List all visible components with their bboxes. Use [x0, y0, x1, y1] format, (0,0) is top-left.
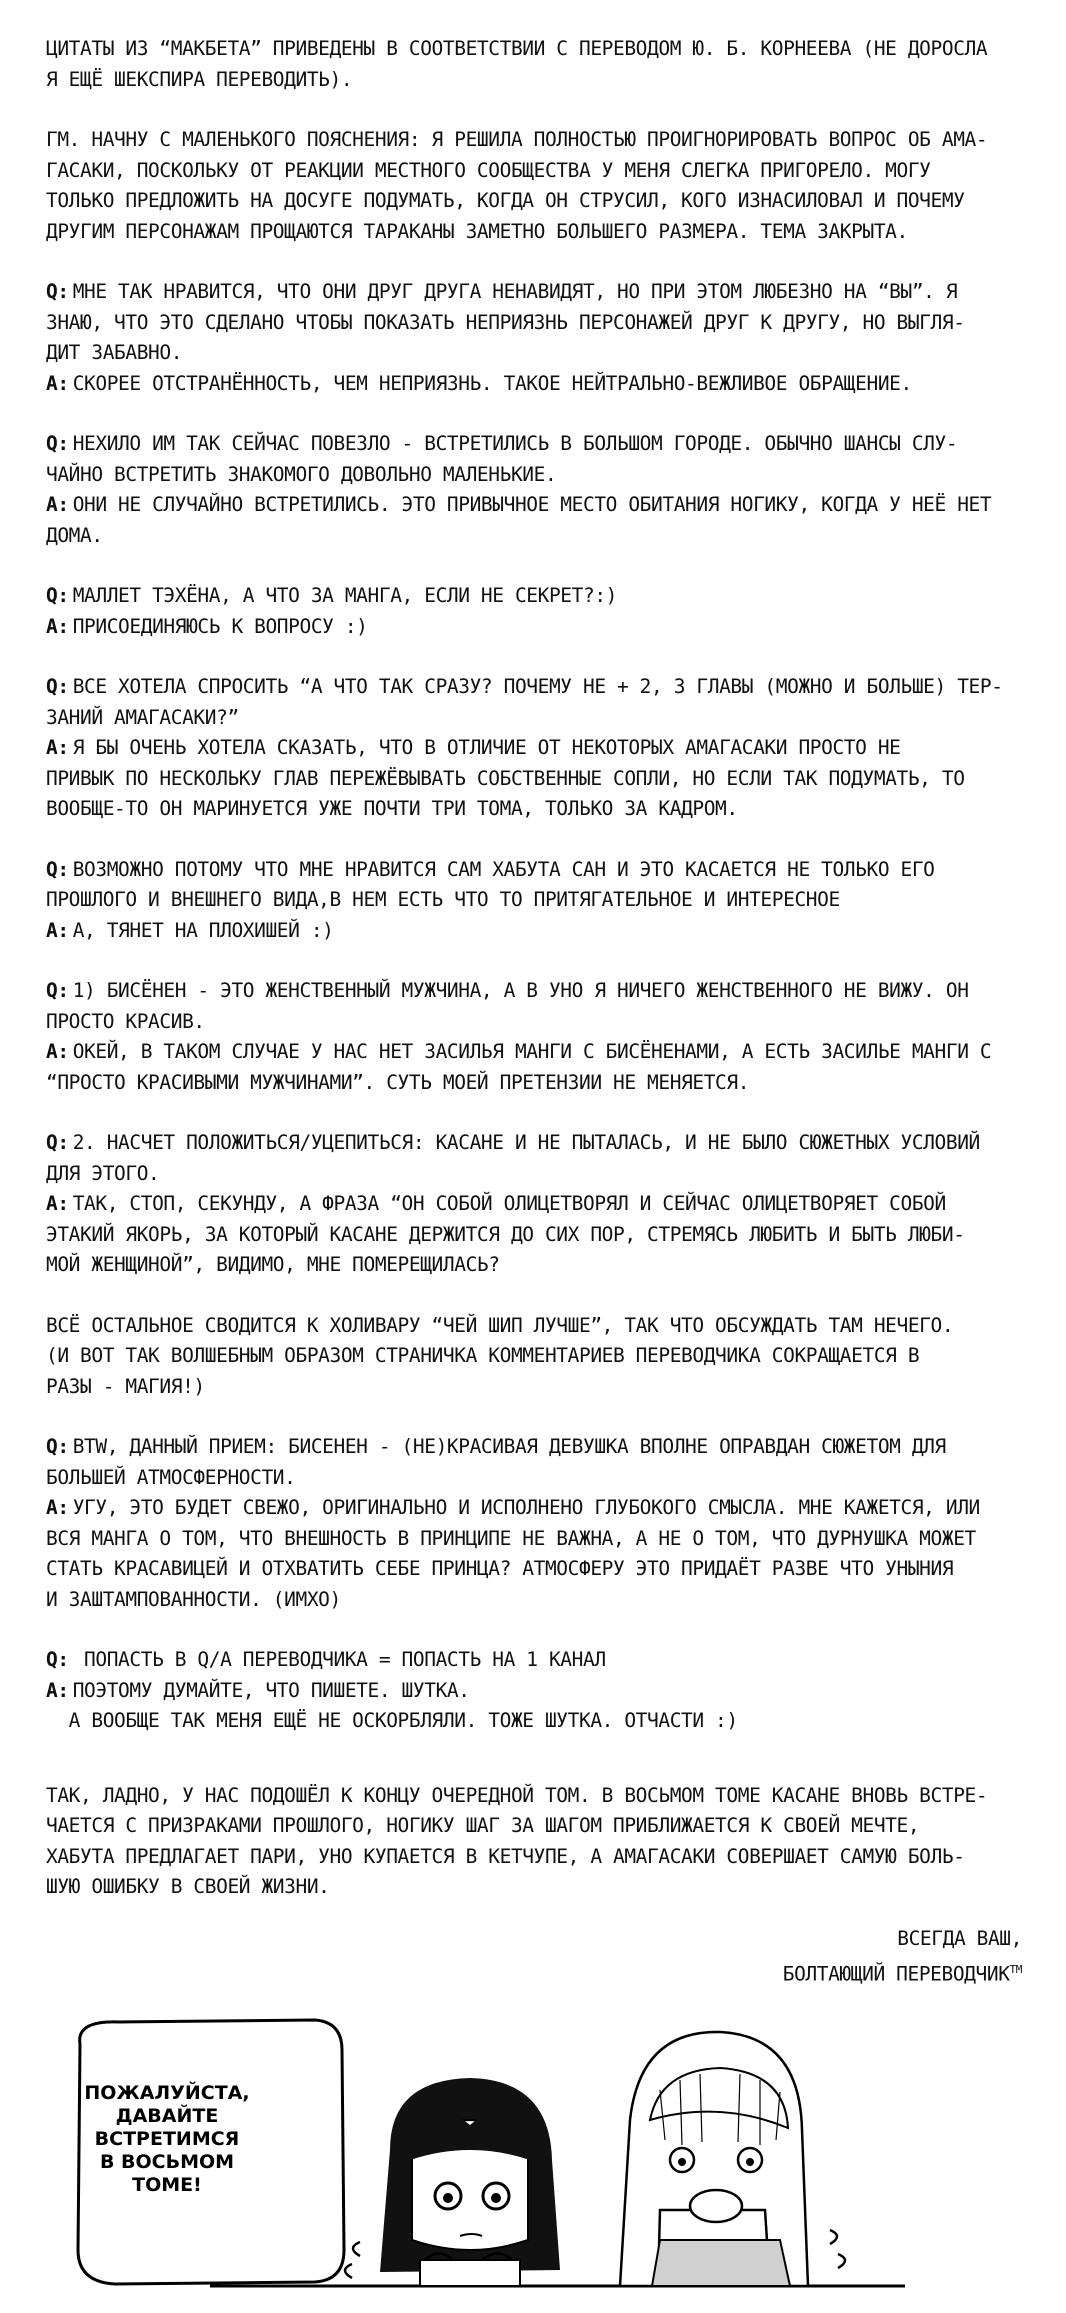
question-label: Q: — [46, 857, 69, 881]
text-line: ТОЛЬКО ПРЕДЛОЖИТЬ НА ДОСУГЕ ПОДУМАТЬ, КОГДА ОН СТРУСИЛ, КОГО ИЗНАСИЛОВАЛ И ПОЧЕМУ — [46, 189, 965, 212]
speech-bubble-line: ПОЖАЛУЙСТА, — [84, 2082, 250, 2104]
qa-block — [46, 277, 1026, 399]
qa-block — [46, 1128, 1026, 1281]
text-line: ТАК, ЛАДНО, У НАС ПОДОШЁЛ К КОНЦУ ОЧЕРЕДНОЙ ТОМ. В ВОСЬМОМ ТОМЕ КАСАНЕ ВНОВЬ ВСТРЕ- — [46, 1783, 988, 1807]
qa-line — [46, 277, 1026, 308]
qa-line — [46, 308, 1026, 339]
qa-line-text: МНЕ ТАК НРАВИТСЯ, ЧТО ОНИ ДРУГ ДРУГА НЕНАВИДЯТ, НО ПРИ ЭТОМ ЛЮБЕЗНО НА “ВЫ”. Я — [72, 280, 958, 303]
qa-line — [46, 672, 1026, 703]
qa-line-text: МОЙ ЖЕНЩИНОЙ”, ВИДИМО, МНЕ ПОМЕРЕЩИЛАСЬ? — [46, 1253, 500, 1276]
qa-block — [46, 581, 1026, 642]
qa-block — [46, 1432, 1026, 1615]
text-paragraph — [46, 1781, 1026, 1903]
qa-line — [46, 703, 1026, 734]
qa-line — [46, 490, 1026, 521]
qa-line-text: 2. НАСЧЕТ ПОЛОЖИТЬСЯ/УЦЕПИТЬСЯ: КАСАНЕ И НЕ ПЫТАЛАСЬ, И НЕ БЫЛО СЮЖЕТНЫХ УСЛОВИЙ — [72, 1131, 980, 1154]
text-line: ЧАЕТСЯ С ПРИЗРАКАМИ ПРОШЛОГО, НОГИКУ ШАГ ЗА ШАГОМ ПРИБЛИЖАЕТСЯ К СВОЕЙ МЕЧТЕ, — [46, 1814, 920, 1837]
qa-line-text: ДИТ ЗАБАВНО. — [46, 341, 183, 364]
qa-block — [46, 1645, 1026, 1737]
qa-line-text: ВСЕ ХОТЕЛА СПРОСИТЬ “А ЧТО ТАК СРАЗУ? ПОЧЕМУ НЕ + 2, 3 ГЛАВЫ (МОЖНО И БОЛЬШЕ) ТЕР- — [72, 675, 1003, 698]
question-label: Q: — [46, 1131, 69, 1154]
dark-haired-girl — [345, 2078, 560, 2286]
qa-line-text: НЕХИЛО ИМ ТАК СЕЙЧАС ПОВЕЗЛО - ВСТРЕТИЛИСЬ В БОЛЬШОМ ГОРОДЕ. ОБЫЧНО ШАНСЫ СЛУ- — [72, 432, 958, 455]
text-line: ДРУГИМ ПЕРСОНАЖАМ ПРОЩАЮТСЯ ТАРАКАНЫ ЗАМЕТНО БОЛЬШЕГО РАЗМЕРА. ТЕМА ЗАКРЫТА. — [46, 219, 908, 243]
text-line: ВСЁ ОСТАЛЬНОЕ СВОДИТСЯ К ХОЛИВАРУ “ЧЕЙ ШИП ЛУЧШЕ”, ТАК ЧТО ОБСУЖДАТЬ ТАМ НЕЧЕГО. — [46, 1313, 954, 1337]
qa-line-text: УГУ, ЭТО БУДЕТ СВЕЖО, ОРИГИНАЛЬНО И ИСПОЛНЕНО ГЛУБОКОГО СМЫСЛА. МНЕ КАЖЕТСЯ, ИЛИ — [72, 1496, 980, 1519]
answer-label: A: — [46, 1496, 69, 1519]
question-label: Q: — [46, 584, 69, 607]
speech-bubble-text — [82, 2082, 252, 2197]
signature-name: БОЛТАЮЩИЙ ПЕРЕВОДЧИК — [782, 1962, 1010, 1985]
qa-line — [46, 1250, 1026, 1281]
qa-line-text: “ПРОСТО КРАСИВЫМИ МУЖЧИНАМИ”. СУТЬ МОЕЙ ПРЕТЕНЗИИ НЕ МЕНЯЕТСЯ. — [46, 1070, 750, 1094]
qa-block — [46, 855, 1026, 947]
qa-line-text: ПРОШЛОГО И ВНЕШНЕГО ВИДА,В НЕМ ЕСТЬ ЧТО ТО ПРИТЯГАТЕЛЬНОЕ И ИНТЕРЕСНОЕ — [46, 888, 840, 911]
answer-label: A: — [46, 1040, 69, 1063]
qa-line-text: ОКЕЙ, В ТАКОМ СЛУЧАЕ У НАС НЕТ ЗАСИЛЬЯ МАНГИ С БИСЁНЕНАМИ, А ЕСТЬ ЗАСИЛЬЕ МАНГИ С — [72, 1040, 992, 1063]
speech-bubble-line: В ВОСЬМОМ — [99, 2151, 235, 2173]
answer-label: A: — [46, 1192, 69, 1215]
qa-line — [46, 581, 1026, 612]
qa-line — [46, 429, 1026, 460]
text-paragraph — [46, 34, 1026, 95]
qa-line — [46, 1554, 1026, 1585]
question-label: Q: — [46, 675, 69, 698]
qa-line-text: ВСЯ МАНГА О ТОМ, ЧТО ВНЕШНОСТЬ В ПРИНЦИПЕ НЕ ВАЖНА, А НЕ О ТОМ, ЧТО ДУРНУШКА МОЖЕТ — [46, 1526, 976, 1550]
qa-line — [46, 1524, 1026, 1555]
qa-line-text: А ВООБЩЕ ТАК МЕНЯ ЕЩЁ НЕ ОСКОРБЛЯЛИ. ТОЖЕ ШУТКА. ОТЧАСТИ :) — [46, 1709, 738, 1732]
qa-line — [46, 460, 1026, 491]
qa-line-text: ВОЗМОЖНО ПОТОМУ ЧТО МНЕ НРАВИТСЯ САМ ХАБУТА САН И ЭТО КАСАЕТСЯ НЕ ТОЛЬКО ЕГО — [72, 857, 935, 881]
text-line: Я ЕЩЁ ШЕКСПИРА ПЕРЕВОДИТЬ). — [46, 67, 353, 91]
qa-line — [46, 916, 1026, 947]
qa-line-text: А, ТЯНЕТ НА ПЛОХИШЕЙ :) — [72, 918, 334, 942]
qa-line — [46, 521, 1026, 552]
qa-line-text: ТАК, СТОП, СЕКУНДУ, А ФРАЗА “ОН СОБОЙ ОЛИЦЕТВОРЯЛ И СЕЙЧАС ОЛИЦЕТВОРЯЕТ СОБОЙ — [72, 1192, 946, 1215]
qa-line-text: СКОРЕЕ ОТСТРАНЁННОСТЬ, ЧЕМ НЕПРИЯЗНЬ. ТАКОЕ НЕЙТРАЛЬНО-ВЕЖЛИВОЕ ОБРАЩЕНИЕ. — [72, 371, 912, 395]
text-line: РАЗЫ - МАГИЯ!) — [46, 1374, 205, 1398]
answer-label: A: — [46, 918, 69, 942]
notes-text-column — [46, 34, 1026, 1933]
qa-line-text: ЭТАКИЙ ЯКОРЬ, ЗА КОТОРЫЙ КАСАНЕ ДЕРЖИТСЯ ДО СИХ ПОР, СТРЕМЯСЬ ЛЮБИТЬ И БЫТЬ ЛЮБИ- — [46, 1222, 965, 1246]
qa-line — [46, 612, 1026, 643]
speech-bubble-line: ТОМЕ! — [132, 2174, 202, 2196]
question-label: Q: — [46, 1435, 69, 1458]
qa-line-text: ЧАЙНО ВСТРЕТИТЬ ЗНАКОМОГО ДОВОЛЬНО МАЛЕНЬКИЕ. — [46, 462, 557, 486]
qa-line — [46, 1159, 1026, 1190]
qa-line — [46, 764, 1026, 795]
answer-label: A: — [46, 736, 69, 759]
qa-block — [46, 429, 1026, 551]
light-haired-girl — [620, 2032, 845, 2286]
qa-line — [46, 794, 1026, 825]
question-label: Q: — [46, 1648, 69, 1671]
answer-label: A: — [46, 493, 69, 516]
qa-line-text: Я БЫ ОЧЕНЬ ХОТЕЛА СКАЗАТЬ, ЧТО В ОТЛИЧИЕ ОТ НЕКОТОРЫХ АМАГАСАКИ ПРОСТО НЕ — [72, 736, 901, 759]
qa-line-text: 1) БИСЁНЕН - ЭТО ЖЕНСТВЕННЫЙ МУЖЧИНА, А В УНО Я НИЧЕГО ЖЕНСТВЕННОГО НЕ ВИЖУ. ОН — [72, 979, 969, 1002]
qa-line — [46, 885, 1026, 916]
qa-line — [46, 976, 1026, 1007]
qa-line — [46, 733, 1026, 764]
qa-line — [46, 1706, 1026, 1737]
qa-block — [46, 976, 1026, 1098]
qa-line — [46, 1037, 1026, 1068]
qa-line-text: BTW, ДАННЫЙ ПРИЕМ: БИСЕНЕН - (НЕ)КРАСИВАЯ ДЕВУШКА ВПОЛНЕ ОПРАВДАН СЮЖЕТОМ ДЛЯ — [72, 1435, 946, 1458]
qa-line-text: ВООБЩЕ-ТО ОН МАРИНУЕТСЯ УЖЕ ПОЧТИ ТРИ ТОМА, ТОЛЬКО ЗА КАДРОМ. — [46, 797, 738, 820]
text-paragraph — [46, 125, 1026, 247]
qa-line — [46, 1493, 1026, 1524]
signature-line-1: ВСЕГДА ВАШ, — [897, 1927, 1022, 1950]
qa-line — [46, 1128, 1026, 1159]
qa-line-text: ЗНАЮ, ЧТО ЭТО СДЕЛАНО ЧТОБЫ ПОКАЗАТЬ НЕПРИЯЗНЬ ПЕРСОНАЖЕЙ ДРУГ К ДРУГУ, НО ВЫГЛЯ- — [46, 310, 965, 334]
qa-line-text: ЗАНИЙ АМАГАСАКИ?” — [46, 705, 239, 729]
qa-line-text: СТАТЬ КРАСАВИЦЕЙ И ОТХВАТИТЬ СЕБЕ ПРИНЦА? АТМОСФЕРУ ЭТО ПРИДАЁТ РАЗВЕ ЧТО УНЫНИЯ — [46, 1557, 954, 1580]
speech-bubble-line: ДАВАЙТЕ — [115, 2105, 219, 2127]
qa-line — [46, 1676, 1026, 1707]
text-line: ХАБУТА ПРЕДЛАГАЕТ ПАРИ, УНО КУПАЕТСЯ В КЕТЧУПЕ, А АМАГАСАКИ СОВЕРШАЕТ САМУЮ БОЛЬ- — [46, 1844, 965, 1868]
question-label: Q: — [46, 280, 69, 303]
qa-line-text: МАЛЛЕТ ТЭХЁНА, А ЧТО ЗА МАНГА, ЕСЛИ НЕ СЕКРЕТ?:) — [72, 584, 618, 607]
qa-line — [46, 1220, 1026, 1251]
qa-line — [46, 1645, 1026, 1676]
text-line: ГАСАКИ, ПОСКОЛЬКУ ОТ РЕАКЦИИ МЕСТНОГО СООБЩЕСТВА У МЕНЯ СЛЕГКА ПРИГОРЕЛО. МОГУ — [46, 158, 931, 182]
qa-line-text: БОЛЬШЕЙ АТМОСФЕРНОСТИ. — [46, 1465, 296, 1489]
qa-line-text: ДОМА. — [46, 523, 103, 547]
signature-line-2 — [783, 1955, 1022, 1990]
qa-line — [46, 1007, 1026, 1038]
text-line: (И ВОТ ТАК ВОЛШЕБНЫМ ОБРАЗОМ СТРАНИЧКА КОММЕНТАРИЕВ ПЕРЕВОДЧИКА СОКРАЩАЕТСЯ В — [46, 1344, 920, 1367]
answer-label: A: — [46, 614, 69, 638]
qa-line — [46, 1432, 1026, 1463]
qa-block — [46, 672, 1026, 825]
qa-line — [46, 1068, 1026, 1099]
question-label: Q: — [46, 432, 69, 455]
qa-line — [46, 1463, 1026, 1494]
answer-label: A: — [46, 371, 69, 395]
qa-line-text: ПРИСОЕДИНЯЮСЬ К ВОПРОСУ :) — [72, 614, 368, 638]
text-line: ГМ. НАЧНУ С МАЛЕНЬКОГО ПОЯСНЕНИЯ: Я РЕШИЛА ПОЛНОСТЬЮ ПРОИГНОРИРОВАТЬ ВОПРОС ОБ АМА- — [46, 128, 988, 151]
question-label: Q: — [46, 979, 69, 1002]
answer-label: A: — [46, 1678, 69, 1702]
qa-line-text: ПОЭТОМУ ДУМАЙТЕ, ЧТО ПИШЕТЕ. ШУТКА. — [72, 1678, 470, 1702]
qa-line-text: ПРОСТО КРАСИВ. — [46, 1009, 205, 1033]
qa-line — [46, 855, 1026, 886]
qa-line-text: И ЗАШТАМПОВАННОСТИ. (ИМХО) — [46, 1587, 341, 1611]
qa-line — [46, 1585, 1026, 1616]
qa-line-text: ПОПАСТЬ В Q/A ПЕРЕВОДЧИКА = ПОПАСТЬ НА 1 КАНАЛ — [72, 1648, 606, 1671]
speech-bubble-line: ВСТРЕТИМСЯ — [94, 2128, 240, 2150]
text-line: ШУЮ ОШИБКУ В СВОЕЙ ЖИЗНИ. — [46, 1875, 330, 1898]
qa-line — [46, 1189, 1026, 1220]
text-line: ЦИТАТЫ ИЗ “МАКБЕТА” ПРИВЕДЕНЫ В СООТВЕТСТВИИ С ПЕРЕВОДОМ Ю. Б. КОРНЕЕВА (НЕ ДОРОСЛА — [46, 37, 988, 60]
qa-line — [46, 338, 1026, 369]
qa-line-text: ПРИВЫК ПО НЕСКОЛЬКУ ГЛАВ ПЕРЕЖЁВЫВАТЬ СОБСТВЕННЫЕ СОПЛИ, НО ЕСЛИ ТАК ПОДУМАТЬ, ТО — [46, 766, 965, 790]
text-paragraph — [46, 1311, 1026, 1403]
qa-line-text: ДЛЯ ЭТОГО. — [46, 1161, 160, 1185]
qa-line — [46, 369, 1026, 400]
qa-line-text: ОНИ НЕ СЛУЧАЙНО ВСТРЕТИЛИСЬ. ЭТО ПРИВЫЧНОЕ МЕСТО ОБИТАНИЯ НОГИКУ, КОГДА У НЕЁ НЕТ — [72, 493, 992, 516]
trademark-mark: TM — [1009, 1962, 1022, 1976]
signature — [783, 1924, 1022, 1990]
